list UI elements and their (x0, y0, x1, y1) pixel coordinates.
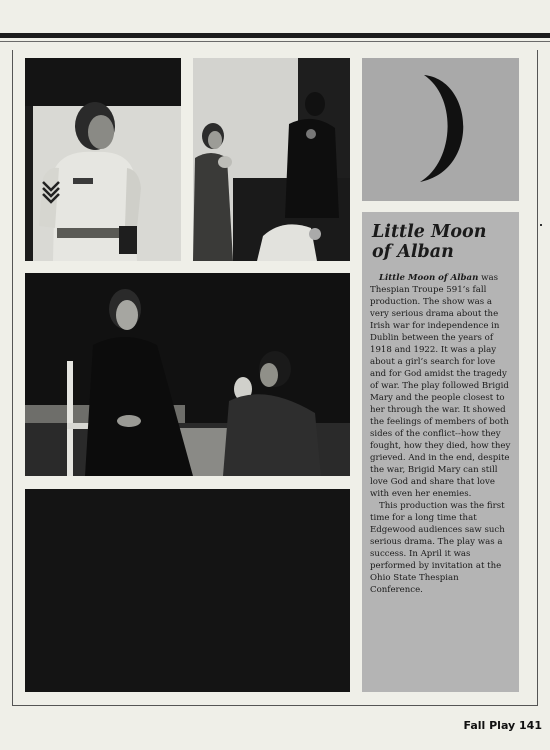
article-title-line1: Little Moon (372, 222, 487, 242)
article-paragraph-2: This production was the first time for a long time that Edgewood audiences saw such serious drama. The play was a success. In April it was performed by invitation at the Ohio State Thespian Conference. (370, 501, 505, 595)
photo-soldier (25, 58, 181, 261)
article-title-line2: of Alban (372, 242, 454, 262)
moon-graphic (362, 58, 519, 201)
top-rule-thin (0, 41, 550, 42)
play-name: Little Moon of Alban (379, 273, 479, 283)
paragraph-1-text: was Thespian Troupe 591’s fall production. The show was a very serious drama about the Irish war for independence in Dublin between the years of 1918 and 1922. It was a play about a girl’s search for love and for God amidst the tragedy of war. The play followed Brigid Mary and the people closest to her through the war. It showed the feelings of members of both sides of the conflict--how they fought, how they died, how they grieved. And in the end, despite the war, Brigid Mary can still love God and share that love with even her enemies. (370, 273, 511, 499)
article-panel (362, 212, 519, 692)
article-paragraph-1 (370, 272, 513, 500)
photo-two-women (25, 273, 350, 476)
top-rule (0, 33, 550, 38)
photo-dark-scene (25, 489, 350, 692)
page-folio: Fall Play 141 (463, 719, 542, 732)
photo-grieving-woman (193, 58, 350, 261)
margin-dot (540, 224, 542, 226)
article-title (372, 222, 511, 262)
